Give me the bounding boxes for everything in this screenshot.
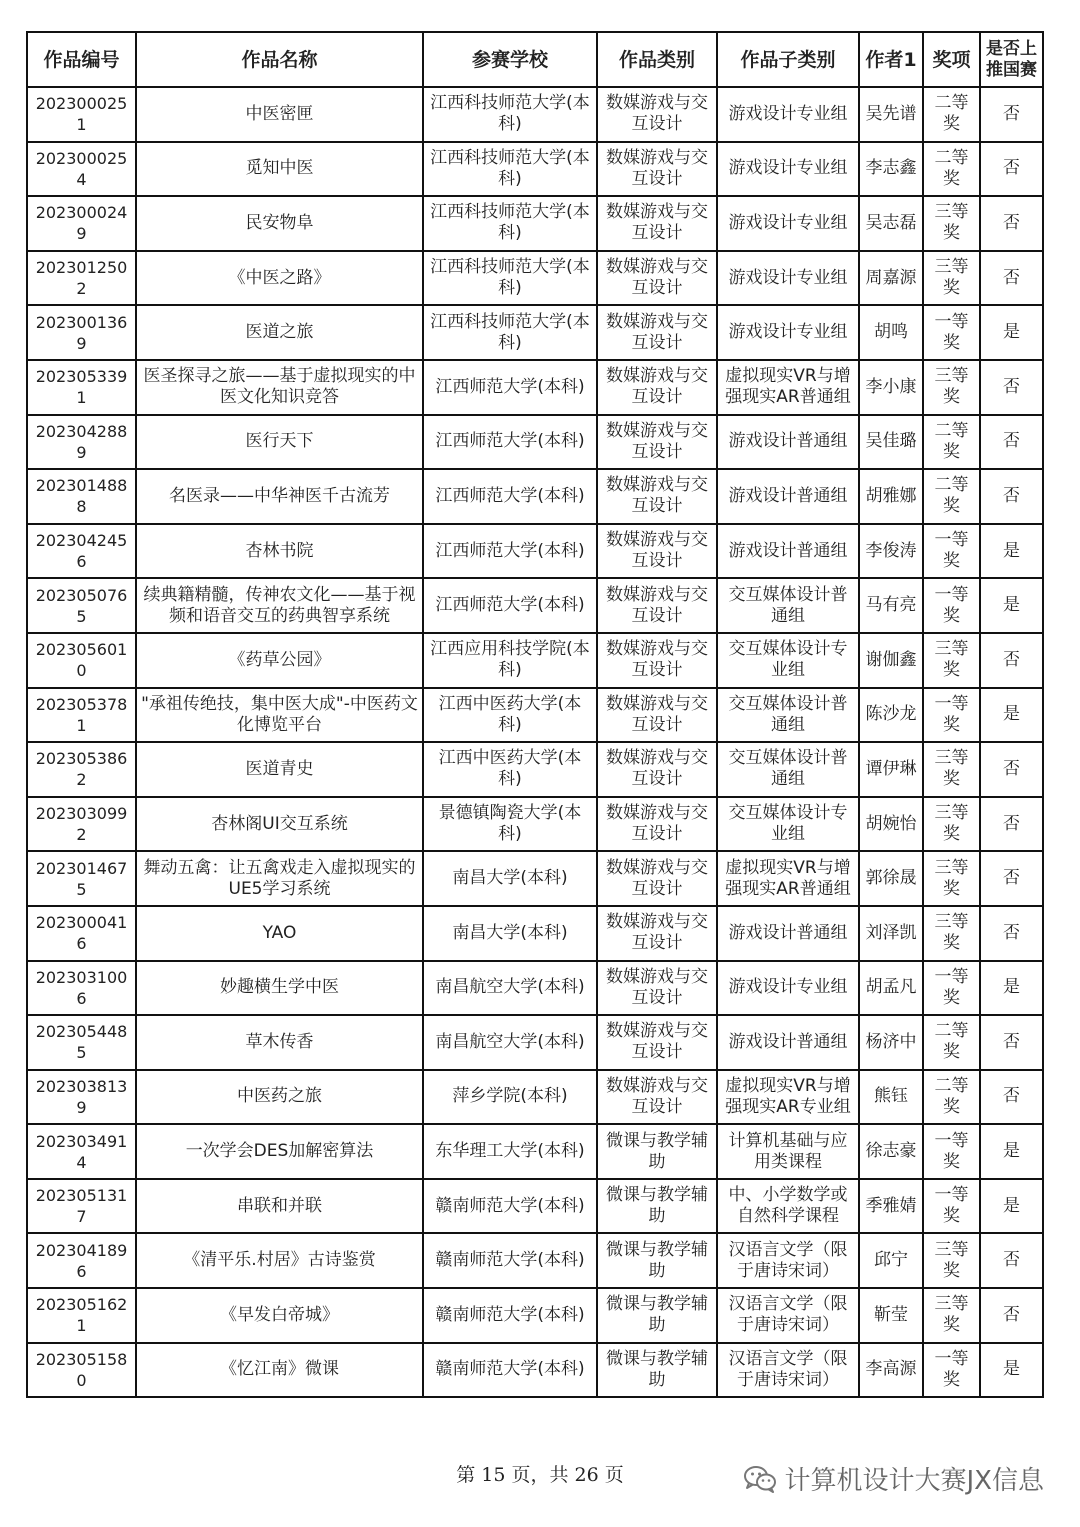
cell-title: 民安物阜: [136, 196, 423, 251]
cell-national: 否: [980, 196, 1043, 251]
cell-title: "承祖传绝技，集中医大成"-中医药文化博览平台: [136, 688, 423, 743]
table-row: [27, 360, 1043, 415]
cell-award: 一等奖: [923, 1124, 980, 1179]
cell-category: 数媒游戏与交互设计: [597, 742, 717, 797]
cell-school: 南昌航空大学(本科): [423, 961, 597, 1016]
table-row: [27, 251, 1043, 306]
cell-award: 二等奖: [923, 1070, 980, 1125]
cell-award: 二等奖: [923, 469, 980, 524]
cell-title: 杏林书院: [136, 524, 423, 579]
cell-id: 2023054485: [27, 1015, 136, 1070]
cell-national: 否: [980, 1233, 1043, 1288]
cell-id: 2023053781: [27, 688, 136, 743]
cell-id: 2023031006: [27, 961, 136, 1016]
cell-award: 二等奖: [923, 1015, 980, 1070]
table-row: [27, 142, 1043, 197]
cell-id: 2023000416: [27, 906, 136, 961]
cell-author: 谭伊琳: [859, 742, 923, 797]
cell-title: 续典籍精髓，传神农文化——基于视频和语音交互的药典智享系统: [136, 578, 423, 633]
cell-title: 名医录——中华神医千古流芳: [136, 469, 423, 524]
table-row: [27, 1179, 1043, 1234]
cell-national: 否: [980, 415, 1043, 470]
cell-id: 2023030992: [27, 797, 136, 852]
cell-title: 医行天下: [136, 415, 423, 470]
cell-award: 三等奖: [923, 742, 980, 797]
cell-category: 数媒游戏与交互设计: [597, 851, 717, 906]
cell-title: 《早发白帝城》: [136, 1288, 423, 1343]
cell-award: 一等奖: [923, 305, 980, 360]
cell-school: 江西科技师范大学(本科): [423, 305, 597, 360]
cell-national: 否: [980, 251, 1043, 306]
cell-award: 三等奖: [923, 251, 980, 306]
cell-category: 数媒游戏与交互设计: [597, 415, 717, 470]
header-category: 作品类别: [597, 32, 717, 87]
header-author: 作者1: [859, 32, 923, 87]
header-id: 作品编号: [27, 32, 136, 87]
cell-award: 三等奖: [923, 797, 980, 852]
cell-subcategory: 虚拟现实VR与增强现实AR专业组: [717, 1070, 859, 1125]
table-row: [27, 742, 1043, 797]
watermark: [743, 1460, 1044, 1497]
cell-category: 数媒游戏与交互设计: [597, 469, 717, 524]
cell-author: 季雅婧: [859, 1179, 923, 1234]
table-row: [27, 633, 1043, 688]
cell-national: 否: [980, 1288, 1043, 1343]
cell-id: 2023014675: [27, 851, 136, 906]
table-row: [27, 906, 1043, 961]
cell-subcategory: 游戏设计专业组: [717, 305, 859, 360]
cell-award: 一等奖: [923, 688, 980, 743]
header-school: 参赛学校: [423, 32, 597, 87]
cell-category: 微课与教学辅助: [597, 1179, 717, 1234]
cell-id: 2023051621: [27, 1288, 136, 1343]
cell-school: 南昌航空大学(本科): [423, 1015, 597, 1070]
cell-award: 三等奖: [923, 633, 980, 688]
cell-subcategory: 游戏设计专业组: [717, 87, 859, 142]
cell-author: 胡鸣: [859, 305, 923, 360]
cell-category: 微课与教学辅助: [597, 1124, 717, 1179]
cell-subcategory: 虚拟现实VR与增强现实AR普通组: [717, 851, 859, 906]
results-table: [26, 31, 1044, 1398]
wechat-icon: [743, 1465, 777, 1493]
cell-award: 二等奖: [923, 415, 980, 470]
cell-category: 微课与教学辅助: [597, 1288, 717, 1343]
cell-id: 2023051317: [27, 1179, 136, 1234]
cell-national: 是: [980, 1124, 1043, 1179]
cell-author: 李高源: [859, 1343, 923, 1398]
cell-subcategory: 汉语言文学（限于唐诗宋词）: [717, 1233, 859, 1288]
cell-national: 否: [980, 633, 1043, 688]
cell-category: 数媒游戏与交互设计: [597, 1070, 717, 1125]
table-row: [27, 961, 1043, 1016]
cell-subcategory: 游戏设计普通组: [717, 469, 859, 524]
cell-author: 邱宁: [859, 1233, 923, 1288]
cell-category: 数媒游戏与交互设计: [597, 87, 717, 142]
cell-author: 胡孟凡: [859, 961, 923, 1016]
cell-category: 数媒游戏与交互设计: [597, 251, 717, 306]
cell-title: 妙趣横生学中医: [136, 961, 423, 1016]
cell-school: 江西师范大学(本科): [423, 360, 597, 415]
cell-author: 刘泽凯: [859, 906, 923, 961]
cell-award: 一等奖: [923, 1343, 980, 1398]
cell-subcategory: 游戏设计专业组: [717, 251, 859, 306]
table-row: [27, 797, 1043, 852]
cell-national: 否: [980, 906, 1043, 961]
cell-subcategory: 计算机基础与应用类课程: [717, 1124, 859, 1179]
cell-title: 《清平乐.村居》古诗鉴赏: [136, 1233, 423, 1288]
cell-author: 吴佳璐: [859, 415, 923, 470]
cell-category: 微课与教学辅助: [597, 1233, 717, 1288]
cell-id: 2023051580: [27, 1343, 136, 1398]
cell-id: 2023053391: [27, 360, 136, 415]
cell-national: 否: [980, 851, 1043, 906]
page-footer: 第 15 页，共 26 页: [456, 1464, 624, 1486]
cell-school: 赣南师范大学(本科): [423, 1179, 597, 1234]
cell-national: 是: [980, 578, 1043, 633]
cell-subcategory: 中、小学数学或自然科学课程: [717, 1179, 859, 1234]
cell-author: 周嘉源: [859, 251, 923, 306]
cell-author: 靳莹: [859, 1288, 923, 1343]
cell-subcategory: 游戏设计专业组: [717, 196, 859, 251]
cell-school: 南昌大学(本科): [423, 851, 597, 906]
cell-school: 东华理工大学(本科): [423, 1124, 597, 1179]
cell-id: 2023042889: [27, 415, 136, 470]
cell-school: 赣南师范大学(本科): [423, 1288, 597, 1343]
cell-title: 《忆江南》微课: [136, 1343, 423, 1398]
cell-national: 是: [980, 1179, 1043, 1234]
cell-id: 2023001369: [27, 305, 136, 360]
table-row: [27, 305, 1043, 360]
cell-title: 《药草公园》: [136, 633, 423, 688]
cell-author: 徐志豪: [859, 1124, 923, 1179]
table-row: [27, 1070, 1043, 1125]
cell-category: 数媒游戏与交互设计: [597, 578, 717, 633]
cell-award: 二等奖: [923, 142, 980, 197]
table-header-row: [27, 32, 1043, 87]
cell-id: 2023050765: [27, 578, 136, 633]
cell-id: 2023041896: [27, 1233, 136, 1288]
cell-subcategory: 游戏设计普通组: [717, 415, 859, 470]
header-title: 作品名称: [136, 32, 423, 87]
cell-subcategory: 汉语言文学（限于唐诗宋词）: [717, 1288, 859, 1343]
cell-id: 2023000251: [27, 87, 136, 142]
cell-id: 2023034914: [27, 1124, 136, 1179]
cell-award: 一等奖: [923, 578, 980, 633]
cell-author: 熊钰: [859, 1070, 923, 1125]
cell-award: 三等奖: [923, 906, 980, 961]
cell-title: YAO: [136, 906, 423, 961]
cell-author: 马有亮: [859, 578, 923, 633]
cell-subcategory: 游戏设计普通组: [717, 524, 859, 579]
cell-author: 胡婉怡: [859, 797, 923, 852]
table-row: [27, 1233, 1043, 1288]
table-row: [27, 851, 1043, 906]
cell-subcategory: 汉语言文学（限于唐诗宋词）: [717, 1343, 859, 1398]
cell-award: 三等奖: [923, 196, 980, 251]
cell-author: 胡雅娜: [859, 469, 923, 524]
watermark-text: 计算机设计大赛JX信息: [784, 1466, 1044, 1496]
cell-national: 否: [980, 742, 1043, 797]
cell-title: 觅知中医: [136, 142, 423, 197]
table-row: [27, 87, 1043, 142]
cell-school: 江西师范大学(本科): [423, 524, 597, 579]
cell-category: 数媒游戏与交互设计: [597, 360, 717, 415]
cell-id: 2023053862: [27, 742, 136, 797]
cell-national: 是: [980, 961, 1043, 1016]
cell-subcategory: 游戏设计普通组: [717, 906, 859, 961]
cell-id: 2023000254: [27, 142, 136, 197]
cell-category: 数媒游戏与交互设计: [597, 797, 717, 852]
cell-title: 医道之旅: [136, 305, 423, 360]
table-row: [27, 1343, 1043, 1398]
cell-title: 草木传香: [136, 1015, 423, 1070]
cell-school: 江西应用科技学院(本科): [423, 633, 597, 688]
cell-id: 2023056010: [27, 633, 136, 688]
cell-subcategory: 交互媒体设计普通组: [717, 578, 859, 633]
cell-author: 李俊涛: [859, 524, 923, 579]
cell-school: 江西师范大学(本科): [423, 415, 597, 470]
cell-title: 杏林阁UI交互系统: [136, 797, 423, 852]
cell-author: 吴志磊: [859, 196, 923, 251]
cell-title: 医圣探寻之旅——基于虚拟现实的中医文化知识竞答: [136, 360, 423, 415]
cell-school: 江西师范大学(本科): [423, 578, 597, 633]
cell-category: 数媒游戏与交互设计: [597, 1015, 717, 1070]
cell-id: 2023000249: [27, 196, 136, 251]
cell-school: 南昌大学(本科): [423, 906, 597, 961]
cell-school: 江西科技师范大学(本科): [423, 87, 597, 142]
cell-category: 数媒游戏与交互设计: [597, 688, 717, 743]
cell-school: 赣南师范大学(本科): [423, 1343, 597, 1398]
table-row: [27, 688, 1043, 743]
cell-national: 否: [980, 469, 1043, 524]
cell-id: 2023014888: [27, 469, 136, 524]
cell-author: 谢伽鑫: [859, 633, 923, 688]
cell-national: 否: [980, 87, 1043, 142]
table-row: [27, 524, 1043, 579]
cell-award: 三等奖: [923, 360, 980, 415]
cell-national: 是: [980, 305, 1043, 360]
cell-school: 江西师范大学(本科): [423, 469, 597, 524]
cell-title: 中医密匣: [136, 87, 423, 142]
cell-subcategory: 游戏设计专业组: [717, 961, 859, 1016]
cell-title: 医道青史: [136, 742, 423, 797]
cell-author: 李小康: [859, 360, 923, 415]
cell-title: 舞动五禽：让五禽戏走入虚拟现实的UE5学习系统: [136, 851, 423, 906]
cell-school: 江西科技师范大学(本科): [423, 251, 597, 306]
cell-school: 江西中医药大学(本科): [423, 742, 597, 797]
cell-category: 数媒游戏与交互设计: [597, 633, 717, 688]
cell-national: 是: [980, 524, 1043, 579]
cell-title: 串联和并联: [136, 1179, 423, 1234]
cell-school: 萍乡学院(本科): [423, 1070, 597, 1125]
cell-category: 数媒游戏与交互设计: [597, 524, 717, 579]
cell-id: 2023042456: [27, 524, 136, 579]
cell-subcategory: 游戏设计专业组: [717, 142, 859, 197]
cell-author: 吴先谱: [859, 87, 923, 142]
cell-national: 是: [980, 1343, 1043, 1398]
cell-author: 李志鑫: [859, 142, 923, 197]
header-national: 是否上推国赛: [980, 32, 1043, 87]
cell-category: 数媒游戏与交互设计: [597, 142, 717, 197]
header-subcategory: 作品子类别: [717, 32, 859, 87]
cell-subcategory: 交互媒体设计普通组: [717, 742, 859, 797]
cell-subcategory: 交互媒体设计专业组: [717, 797, 859, 852]
table-row: [27, 578, 1043, 633]
cell-title: 中医药之旅: [136, 1070, 423, 1125]
cell-author: 陈沙龙: [859, 688, 923, 743]
table-row: [27, 1288, 1043, 1343]
cell-award: 三等奖: [923, 1233, 980, 1288]
cell-school: 江西中医药大学(本科): [423, 688, 597, 743]
table-row: [27, 415, 1043, 470]
cell-national: 否: [980, 1015, 1043, 1070]
cell-national: 否: [980, 1070, 1043, 1125]
cell-id: 2023012502: [27, 251, 136, 306]
cell-category: 数媒游戏与交互设计: [597, 906, 717, 961]
cell-national: 否: [980, 142, 1043, 197]
cell-subcategory: 游戏设计普通组: [717, 1015, 859, 1070]
table-row: [27, 1124, 1043, 1179]
cell-author: 杨济中: [859, 1015, 923, 1070]
cell-category: 数媒游戏与交互设计: [597, 305, 717, 360]
table-row: [27, 1015, 1043, 1070]
table-row: [27, 196, 1043, 251]
cell-school: 赣南师范大学(本科): [423, 1233, 597, 1288]
cell-award: 一等奖: [923, 1179, 980, 1234]
cell-award: 三等奖: [923, 1288, 980, 1343]
cell-school: 江西科技师范大学(本科): [423, 196, 597, 251]
cell-school: 江西科技师范大学(本科): [423, 142, 597, 197]
cell-award: 一等奖: [923, 524, 980, 579]
cell-subcategory: 交互媒体设计普通组: [717, 688, 859, 743]
cell-national: 否: [980, 360, 1043, 415]
cell-category: 微课与教学辅助: [597, 1343, 717, 1398]
cell-award: 三等奖: [923, 851, 980, 906]
table-row: [27, 469, 1043, 524]
cell-title: 《中医之路》: [136, 251, 423, 306]
cell-id: 2023038139: [27, 1070, 136, 1125]
cell-author: 郭徐晟: [859, 851, 923, 906]
cell-subcategory: 交互媒体设计专业组: [717, 633, 859, 688]
cell-category: 数媒游戏与交互设计: [597, 196, 717, 251]
cell-award: 一等奖: [923, 961, 980, 1016]
header-award: 奖项: [923, 32, 980, 87]
cell-national: 否: [980, 797, 1043, 852]
cell-national: 是: [980, 688, 1043, 743]
cell-category: 数媒游戏与交互设计: [597, 961, 717, 1016]
cell-school: 景德镇陶瓷大学(本科): [423, 797, 597, 852]
cell-award: 二等奖: [923, 87, 980, 142]
cell-subcategory: 虚拟现实VR与增强现实AR普通组: [717, 360, 859, 415]
cell-title: 一次学会DES加解密算法: [136, 1124, 423, 1179]
